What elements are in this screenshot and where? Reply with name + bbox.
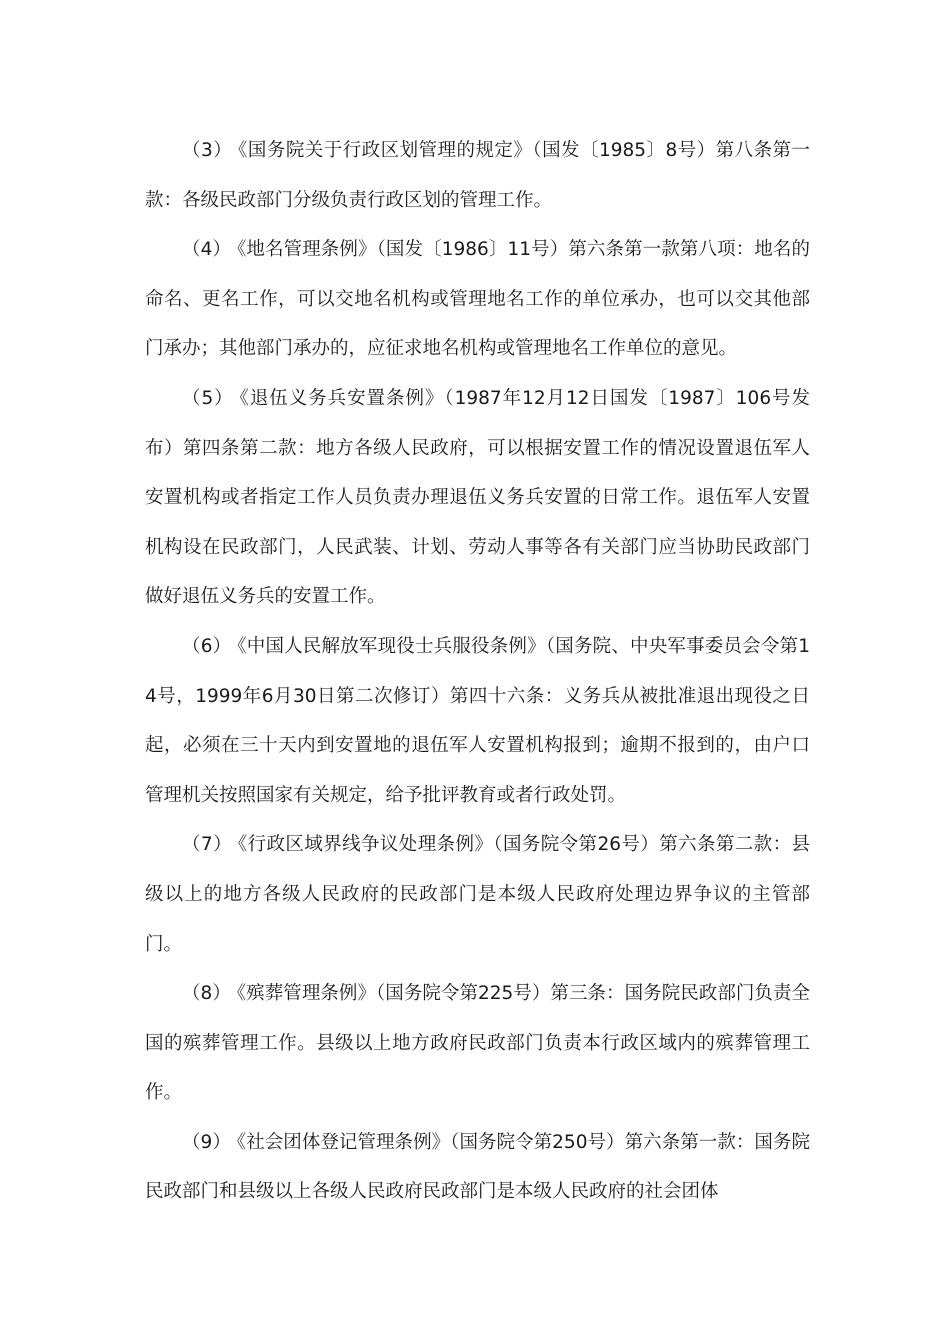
paragraph-text: 《退伍义务兵安置条例》（1987年12月12日国发〔1987〕106号发布）第四条第二款：地方各级人民政府，可以根据安置工作的情况设置退伍军人安置机构或者指定工作人员负责办理退伍义务兵安置的日常工作。退伍军人安置机构设在民政部门，人民武装、计划、劳动人事等各有关部门应当协助民政部门做好退伍义务兵的安置工作。: [145, 387, 810, 608]
paragraph-text: 《地名管理条例》（国发〔1986〕11号）第六条第一款第八项：地名的命名、更名工作，可以交地名机构或管理地名工作的单位承办，也可以交其他部门承办；其他部门承办的，应征求地名机构或管理地名工作单位的意见。: [145, 239, 810, 360]
paragraph-number: （8）: [182, 983, 231, 1005]
paragraph-text: 《中国人民解放军现役士兵服役条例》（国务院、中央军事委员会令第14号，1999年6月30日第二次修订）第四十六条：义务兵从被批准退出现役之日起，必须在三十天内到安置地的退伍军人安置机构报到；逾期不报到的，由户口管理机关按照国家有关规定，给予批评教育或者行政处罚。: [145, 635, 810, 806]
paragraph-number: （9）: [182, 1131, 231, 1153]
paragraph-number: （5）: [182, 387, 234, 409]
document-body: [145, 126, 810, 1217]
paragraph-number: （3）: [182, 140, 233, 161]
paragraph-9: [145, 1118, 810, 1217]
paragraph-number: （6）: [182, 635, 232, 657]
paragraph-text: 《行政区域界线争议处理条例》（国务院令第26号）第六条第二款：县级以上的地方各级人民政府的民政部门是本级人民政府处理边界争议的主管部门。: [145, 834, 810, 955]
paragraph-number: （4）: [182, 239, 232, 261]
paragraph-4: [145, 225, 810, 374]
paragraph-7: [145, 820, 810, 969]
paragraph-number: （7）: [182, 834, 232, 856]
paragraph-text: 《殡葬管理条例》（国务院令第225号）第三条：国务院民政部门负责全国的殡葬管理工作。县级以上地方政府民政部门负责本行政区域内的殡葬管理工作。: [145, 983, 810, 1104]
paragraph-3: [145, 126, 810, 225]
paragraph-5: [145, 374, 810, 622]
paragraph-6: [145, 622, 810, 820]
paragraph-8: [145, 969, 810, 1118]
paragraph-text: 《社会团体登记管理条例》（国务院令第250号）第六条第一款：国务院民政部门和县级以上各级人民政府民政部门是本级人民政府的社会团体: [145, 1131, 810, 1203]
paragraph-text: 《国务院关于行政区划管理的规定》（国发〔1985〕8号）第八条第一款：各级民政部门分级负责行政区划的管理工作。: [145, 140, 810, 211]
